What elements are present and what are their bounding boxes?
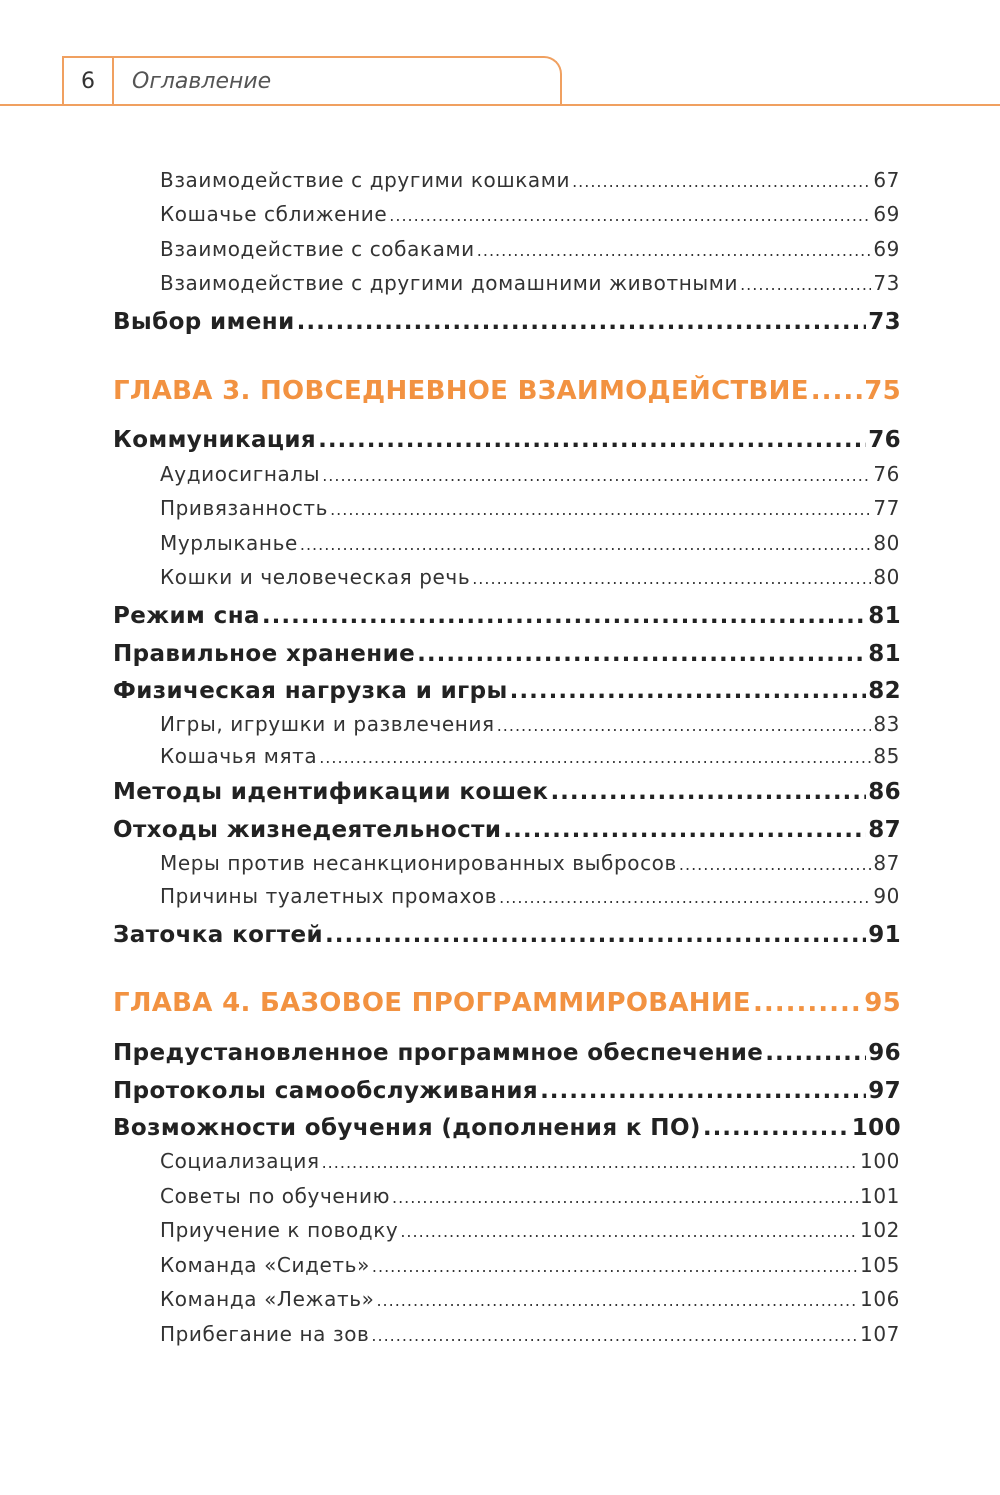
toc-entry-title: Взаимодействие с собаками [160, 237, 475, 261]
toc-leader [540, 1078, 866, 1104]
toc-section[interactable] [113, 427, 901, 453]
toc-leader [679, 855, 871, 874]
toc-chapter-page: 75 [864, 376, 901, 406]
toc-section-page: 82 [868, 678, 901, 704]
toc-entry[interactable] [160, 1218, 900, 1242]
toc-section-title: Физическая нагрузка и игры [113, 678, 508, 704]
toc-leader [330, 500, 871, 519]
toc-leader [325, 922, 866, 948]
toc-entry-page: 76 [873, 462, 900, 486]
toc-entry-title: Прибегание на зов [160, 1322, 370, 1346]
toc-leader [300, 535, 871, 554]
toc-section[interactable] [113, 678, 901, 704]
toc-entry-page: 77 [873, 496, 900, 520]
toc-leader [497, 716, 872, 735]
toc-section-title: Коммуникация [113, 427, 317, 453]
toc-leader [472, 569, 871, 588]
toc-entry[interactable] [160, 531, 900, 555]
toc-section-title: Заточка когтей [113, 922, 323, 948]
toc-leader [376, 1291, 858, 1310]
toc-entry-page: 67 [873, 168, 900, 192]
toc-section-page: 96 [868, 1040, 901, 1066]
toc-entry[interactable] [160, 1184, 900, 1208]
running-title: Оглавление [132, 69, 272, 94]
toc-entry-title: Причины туалетных промахов [160, 884, 498, 908]
toc-leader [572, 172, 871, 191]
toc-leader [297, 309, 867, 335]
toc-leader [262, 603, 866, 629]
toc-entry-title: Команда «Лежать» [160, 1287, 375, 1311]
toc-entry-title: Взаимодействие с другими кошками [160, 168, 571, 192]
toc-entry[interactable] [160, 851, 900, 875]
toc-entry-title: Команда «Сидеть» [160, 1253, 370, 1277]
toc-section[interactable] [113, 309, 901, 335]
toc-entry[interactable] [160, 462, 900, 486]
toc-chapter-title: ГЛАВА 3. ПОВСЕДНЕВНОЕ ВЗАИМОДЕЙСТВИЕ [113, 376, 809, 406]
toc-entry-title: Мурлыканье [160, 531, 298, 555]
toc-section-page: 100 [851, 1115, 901, 1141]
toc-entry-title: Игры, игрушки и развлечения [160, 712, 495, 736]
toc-entry-page: 100 [860, 1149, 900, 1173]
toc-section-title: Методы идентификации кошек [113, 779, 549, 805]
toc-leader [322, 1153, 858, 1172]
toc-leader [811, 376, 862, 406]
toc-section[interactable] [113, 817, 901, 843]
toc-entry-title: Кошачье сближение [160, 202, 388, 226]
toc-entry[interactable] [160, 168, 900, 192]
toc-section-page: 97 [868, 1078, 901, 1104]
toc-entry-title: Аудиосигналы [160, 462, 321, 486]
toc-leader [392, 1188, 858, 1207]
toc-chapter-page: 95 [864, 988, 901, 1018]
toc-leader [372, 1257, 858, 1276]
toc-entry[interactable] [160, 744, 900, 768]
toc-entry-page: 107 [860, 1322, 900, 1346]
toc-entry-page: 102 [860, 1218, 900, 1242]
toc-entry-title: Кошки и человеческая речь [160, 565, 471, 589]
toc-section[interactable] [113, 1115, 901, 1141]
toc-entry-page: 69 [873, 237, 900, 261]
toc-leader [703, 1115, 850, 1141]
toc-leader [510, 678, 867, 704]
toc-section-title: Выбор имени [113, 309, 295, 335]
toc-section[interactable] [113, 779, 901, 805]
toc-leader [389, 206, 871, 225]
toc-section-page: 73 [868, 309, 901, 335]
toc-entry[interactable] [160, 271, 900, 295]
toc-section-page: 81 [868, 641, 901, 667]
toc-entry-page: 69 [873, 202, 900, 226]
toc-entry-page: 101 [860, 1184, 900, 1208]
toc-section-title: Режим сна [113, 603, 260, 629]
toc-section-title: Возможности обучения (дополнения к ПО) [113, 1115, 701, 1141]
toc-section-title: Правильное хранение [113, 641, 416, 667]
toc-entry-page: 73 [873, 271, 900, 295]
toc-entry[interactable] [160, 1322, 900, 1346]
toc-entry[interactable] [160, 1149, 900, 1173]
toc-leader [765, 1040, 866, 1066]
toc-leader [477, 241, 872, 260]
toc-entry[interactable] [160, 565, 900, 589]
toc-entry[interactable] [160, 712, 900, 736]
toc-entry-page: 83 [873, 712, 900, 736]
toc-section-page: 87 [868, 817, 901, 843]
toc-section-page: 81 [868, 603, 901, 629]
toc-leader [753, 988, 862, 1018]
toc-leader [318, 427, 866, 453]
toc-leader [740, 275, 871, 294]
toc-section-title: Предустановленное программное обеспечение [113, 1040, 764, 1066]
toc-entry-title: Меры против несанкционированных выбросов [160, 851, 677, 875]
toc-entry-title: Взаимодействие с другими домашними животными [160, 271, 739, 295]
toc-entry[interactable] [160, 884, 900, 908]
toc-section[interactable] [113, 1078, 901, 1104]
toc-entry[interactable] [160, 1287, 900, 1311]
toc-entry-page: 106 [860, 1287, 900, 1311]
toc-entry-page: 105 [860, 1253, 900, 1277]
toc-section-page: 86 [868, 779, 901, 805]
page-number: 6 [81, 69, 95, 94]
toc-section-title: Протоколы самообслуживания [113, 1078, 539, 1104]
toc-entry-title: Приучение к поводку [160, 1218, 399, 1242]
toc-entry[interactable] [160, 1253, 900, 1277]
toc-entry-page: 90 [873, 884, 900, 908]
toc-leader [371, 1326, 858, 1345]
toc-section[interactable] [113, 641, 901, 667]
toc-entry[interactable] [160, 496, 900, 520]
header-divider [112, 56, 114, 104]
toc-leader [417, 641, 866, 667]
toc-entry-page: 85 [873, 744, 900, 768]
toc-section[interactable] [113, 922, 901, 948]
toc-entry-page: 87 [873, 851, 900, 875]
toc-leader [322, 466, 871, 485]
toc-entry-title: Советы по обучению [160, 1184, 390, 1208]
toc-entry[interactable] [160, 237, 900, 261]
toc-section[interactable] [113, 603, 901, 629]
header-rule [0, 104, 1000, 106]
toc-entry-title: Кошачья мята [160, 744, 318, 768]
toc-entry-title: Социализация [160, 1149, 320, 1173]
toc-section-page: 76 [868, 427, 901, 453]
toc-entry-page: 80 [873, 531, 900, 555]
toc-entry[interactable] [160, 202, 900, 226]
toc-leader [499, 888, 871, 907]
toc-section-title: Отходы жизнедеятельности [113, 817, 502, 843]
toc-leader [319, 748, 871, 767]
toc-entry-page: 80 [873, 565, 900, 589]
toc-chapter[interactable] [113, 376, 901, 406]
toc-leader [400, 1222, 858, 1241]
toc-chapter-title: ГЛАВА 4. БАЗОВОЕ ПРОГРАММИРОВАНИЕ [113, 988, 751, 1018]
toc-leader [503, 817, 866, 843]
toc-entry-title: Привязанность [160, 496, 329, 520]
toc-section[interactable] [113, 1040, 901, 1066]
toc-section-page: 91 [868, 922, 901, 948]
toc-leader [550, 779, 866, 805]
toc-chapter[interactable] [113, 988, 901, 1018]
